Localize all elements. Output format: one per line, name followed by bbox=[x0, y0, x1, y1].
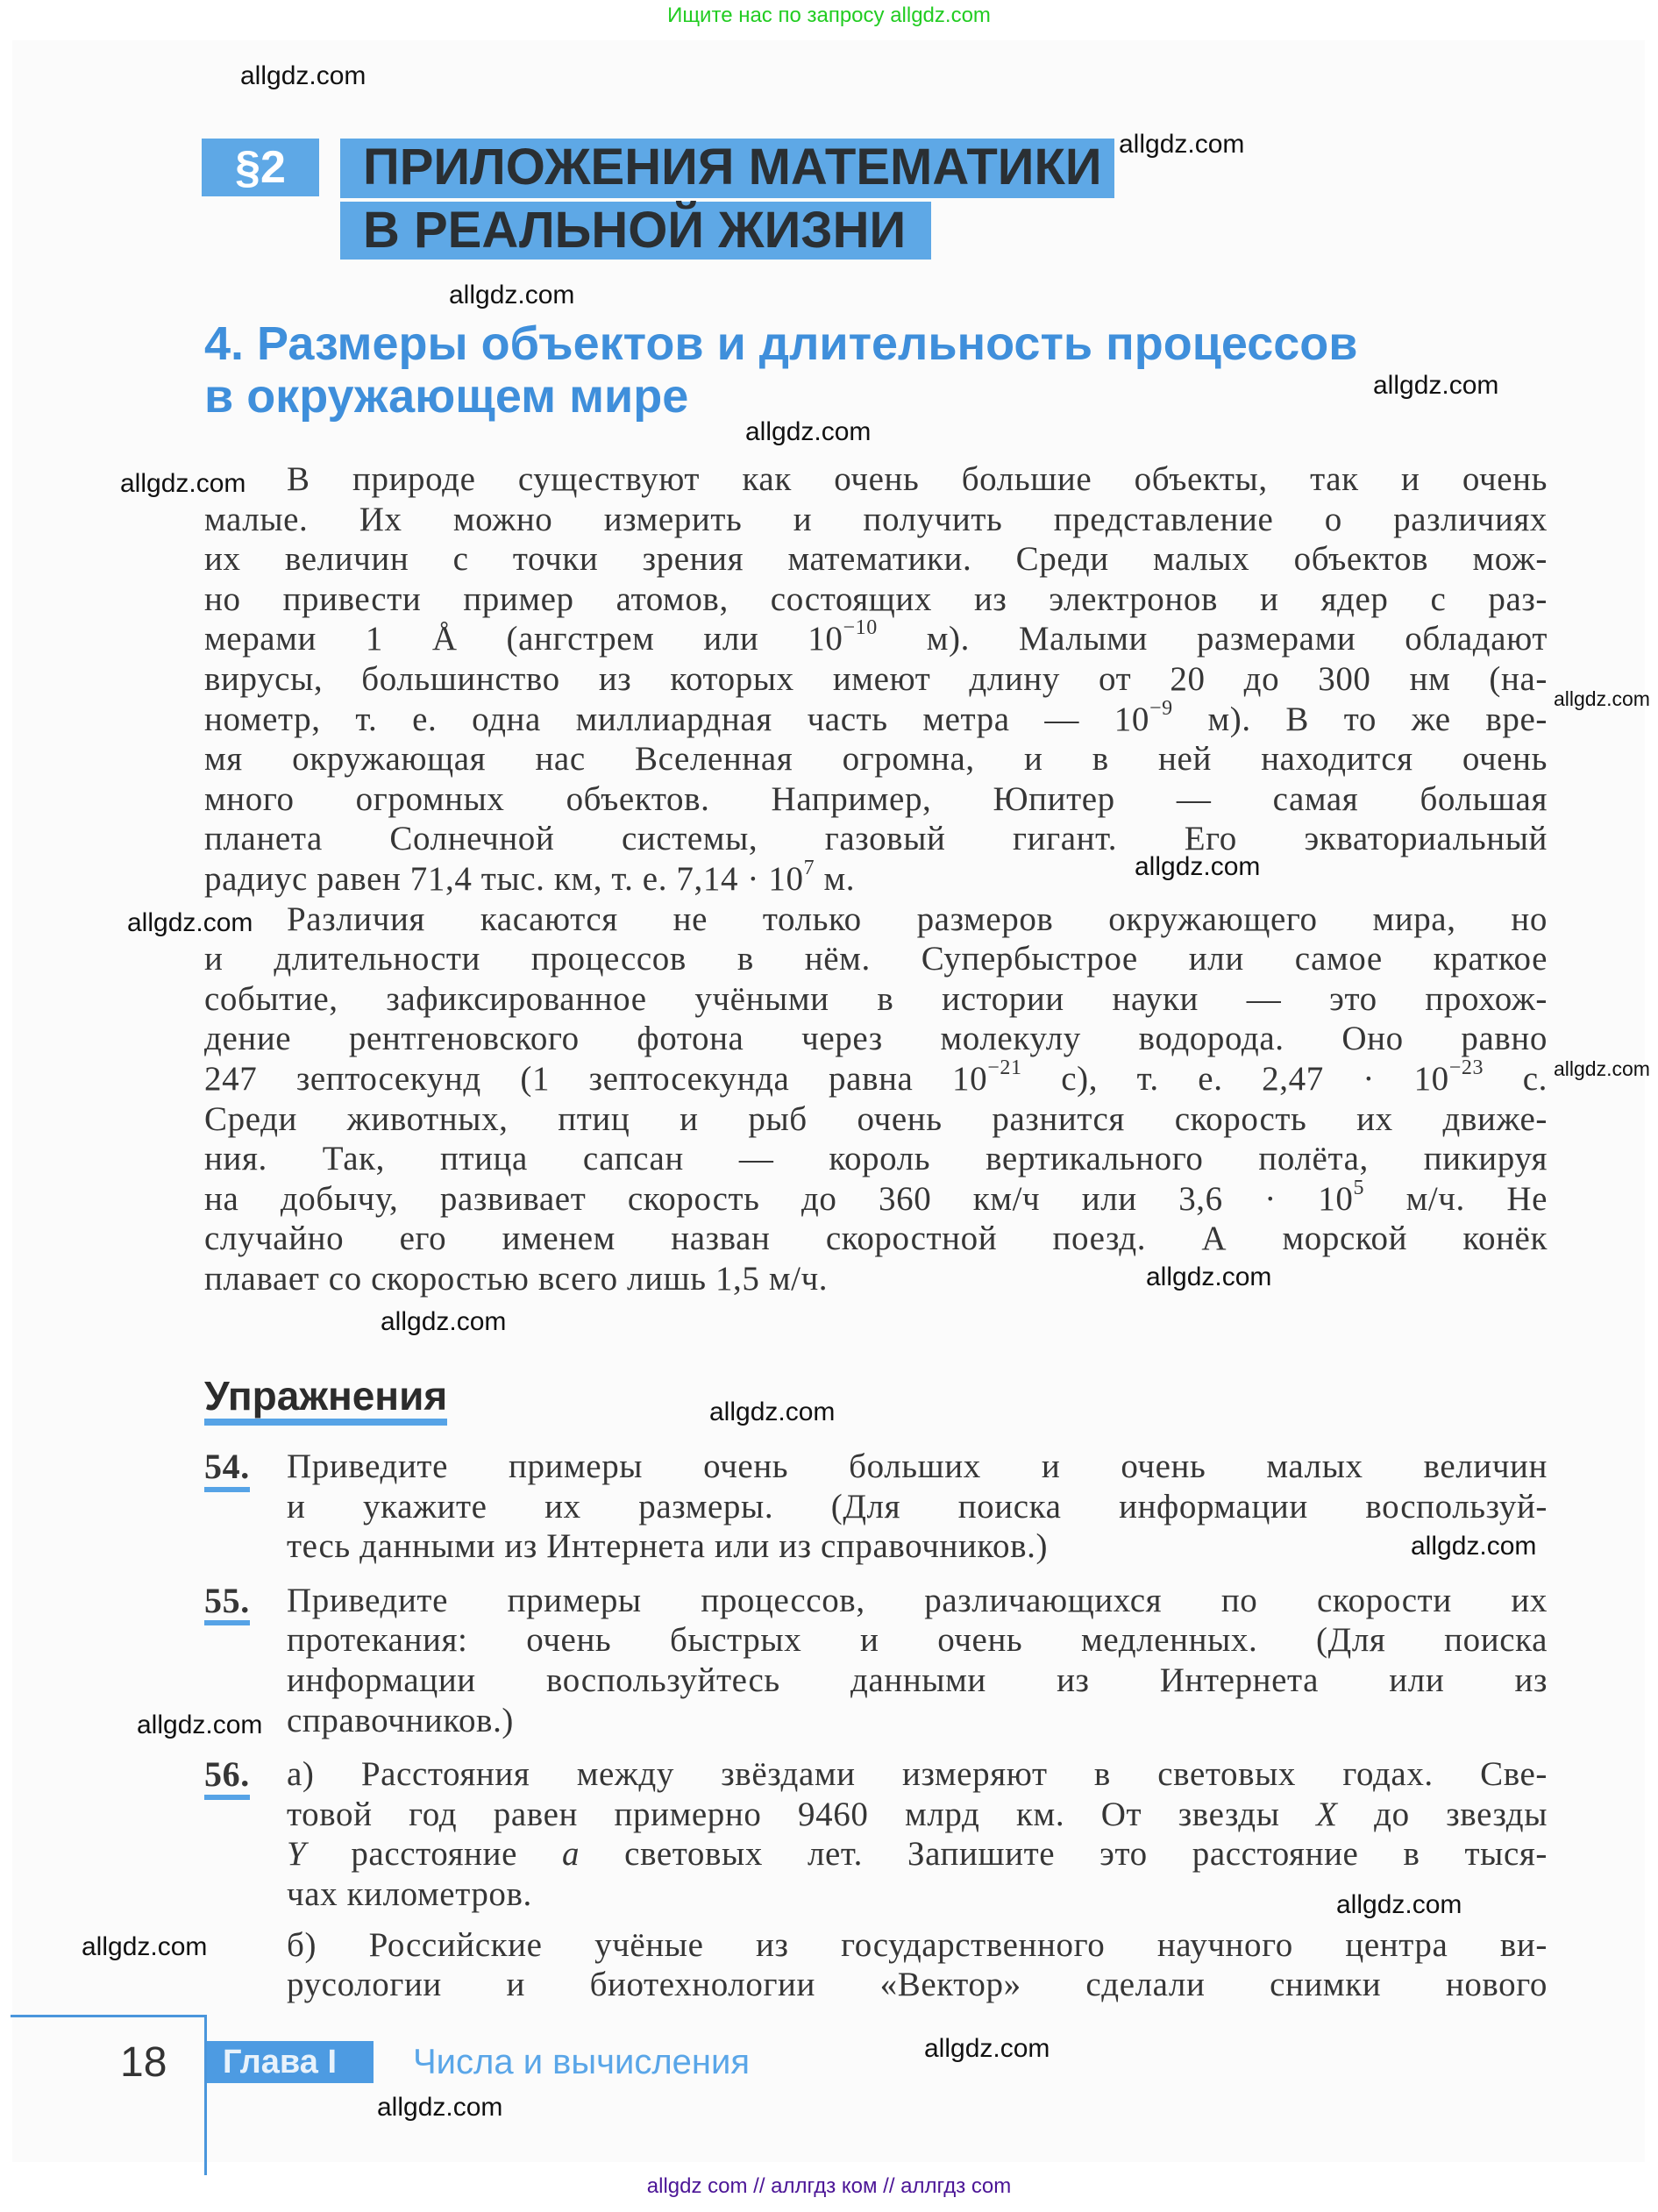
text-segment: тесь данными из Интернета или из справочников.) bbox=[287, 1527, 1049, 1566]
watermark: allgdz.com bbox=[127, 908, 253, 937]
watermark: allgdz.com bbox=[120, 469, 246, 498]
watermark: allgdz.com bbox=[1411, 1532, 1537, 1561]
text-segment: мя окружающая нас Вселенная огромна, и в ней находится очень bbox=[204, 740, 1548, 779]
text-segment: дение рентгеновского фотона через молекулу водорода. Оно равно bbox=[204, 1020, 1548, 1058]
section-title-line2: В РЕАЛЬНОЙ ЖИЗНИ bbox=[340, 202, 931, 260]
text-segment: случайно его именем назван скоростной поезд. А морской конёк bbox=[204, 1220, 1548, 1258]
text-line bbox=[204, 939, 1548, 979]
text-segment: м). В то же вре- bbox=[1172, 700, 1548, 738]
text-segment: товой год равен примерно 9460 млрд км. От звезды bbox=[287, 1795, 1317, 1833]
exponent: −21 bbox=[987, 1056, 1022, 1079]
text-segment: б) Российские учёные из государственного научного центра ви- bbox=[287, 1925, 1548, 1964]
text-line bbox=[287, 1661, 1548, 1701]
text-line bbox=[287, 1487, 1548, 1527]
text-line bbox=[287, 1526, 1548, 1567]
watermark: allgdz.com bbox=[1135, 852, 1261, 881]
text-line bbox=[204, 1099, 1548, 1140]
text-line bbox=[287, 1581, 1548, 1621]
text-line bbox=[204, 1176, 1548, 1220]
variable: a bbox=[562, 1835, 580, 1874]
text-segment: В природе существуют как очень большие объекты, так и очень bbox=[287, 460, 1548, 498]
watermark: allgdz.com bbox=[137, 1711, 263, 1739]
page-number: 18 bbox=[120, 2039, 167, 2086]
watermark: allgdz.com bbox=[381, 1307, 507, 1336]
exercises-heading: Упражнения bbox=[204, 1373, 447, 1426]
text-line bbox=[287, 1447, 1548, 1487]
topic-heading-line1: 4. Размеры объектов и длительность процессов bbox=[204, 317, 1358, 370]
text-segment: радиус равен 71,4 тыс. км, т. е. 7,14 · 10 bbox=[204, 859, 804, 898]
text-line bbox=[287, 1834, 1548, 1874]
text-line bbox=[287, 1795, 1548, 1835]
text-segment: с), т. е. 2,47 · 10 bbox=[1021, 1059, 1449, 1098]
page-number-frame bbox=[11, 2015, 207, 2175]
text-segment: 247 зептосекунд (1 зептосекунда равна 10 bbox=[204, 1059, 988, 1098]
text-segment: и длительности процессов в нём. Супербыстрое или самое краткое bbox=[204, 940, 1548, 978]
exercise-number: 54. bbox=[204, 1447, 250, 1492]
exercise-55 bbox=[204, 1581, 1548, 1740]
text-segment: Среди животных, птиц и рыб очень разнится скорость их движе- bbox=[204, 1099, 1548, 1138]
text-segment: планета Солнечной системы, газовый гигант. Его экваториальный bbox=[204, 820, 1548, 858]
watermark: allgdz.com bbox=[1146, 1262, 1272, 1291]
exponent: −9 bbox=[1149, 696, 1173, 720]
exponent: −10 bbox=[843, 616, 878, 640]
exercise-text bbox=[287, 1447, 1548, 1567]
exercise-56 bbox=[204, 1754, 1548, 2005]
main-paragraph bbox=[204, 459, 1548, 1298]
text-line bbox=[204, 1019, 1548, 1059]
text-segment: а) Расстояния между звёздами измеряют в световых годах. Све- bbox=[287, 1755, 1548, 1794]
text-line bbox=[287, 1701, 1548, 1741]
exercise-text bbox=[287, 1581, 1548, 1740]
variable: Y bbox=[287, 1835, 307, 1874]
text-segment: и укажите их размеры. (Для поиска информации воспользуй- bbox=[287, 1487, 1548, 1526]
text-segment: Приведите примеры процессов, различающихся по скорости их bbox=[287, 1581, 1548, 1619]
text-segment: вирусы, большинство из которых имеют длину от 20 до 300 нм (на- bbox=[204, 659, 1548, 698]
text-segment: информации воспользуйтесь данными из Интернета или из bbox=[287, 1661, 1548, 1699]
text-line bbox=[287, 1965, 1548, 2005]
variable: X bbox=[1316, 1795, 1338, 1833]
text-segment: расстояние bbox=[306, 1835, 563, 1874]
watermark: allgdz.com bbox=[449, 281, 575, 309]
text-segment: нометр, т. е. одна миллиардная часть метра — 10 bbox=[204, 700, 1149, 738]
text-line bbox=[204, 659, 1548, 700]
exponent: −23 bbox=[1448, 1056, 1484, 1079]
text-segment: на добычу, развивает скорость до 360 км/ч или 3,6 · 10 bbox=[204, 1179, 1354, 1218]
text-line bbox=[204, 616, 1548, 659]
text-line bbox=[204, 696, 1548, 740]
text-line bbox=[204, 1259, 1548, 1299]
text-line bbox=[204, 539, 1548, 580]
text-segment: мерами 1 Å (ангстрем или 10 bbox=[204, 620, 843, 658]
text-segment: м. bbox=[815, 859, 856, 898]
text-line bbox=[204, 500, 1548, 540]
watermark: allgdz.com bbox=[1373, 371, 1499, 400]
chapter-title: Числа и вычисления bbox=[413, 2043, 751, 2081]
chapter-badge: Глава I bbox=[207, 2041, 374, 2083]
bottom-banner: allgdz com // аллгдз ком // аллгдз com bbox=[646, 2174, 1012, 2198]
text-segment: событие, зафиксированное учёными в истории науки — это прохож- bbox=[204, 979, 1548, 1018]
text-line bbox=[204, 819, 1548, 859]
watermark: allgdz.com bbox=[924, 2034, 1050, 2063]
text-segment: малые. Их можно измерить и получить представление о различиях bbox=[204, 500, 1548, 538]
text-line bbox=[204, 459, 1548, 500]
text-line bbox=[204, 1219, 1548, 1259]
watermark: allgdz.com bbox=[377, 2093, 503, 2122]
topic-heading-line2: в окружающем мире bbox=[204, 370, 689, 423]
section-number-badge: §2 bbox=[202, 139, 319, 196]
text-line bbox=[204, 900, 1548, 940]
watermark: allgdz.com bbox=[1554, 1057, 1650, 1080]
text-segment: ния. Так, птица сапсан — король вертикального полёта, пикируя bbox=[204, 1140, 1548, 1178]
section-title-line1: ПРИЛОЖЕНИЯ МАТЕМАТИКИ bbox=[340, 139, 1114, 198]
text-segment: с. bbox=[1484, 1059, 1548, 1098]
text-line bbox=[204, 979, 1548, 1020]
text-segment: м/ч. Не bbox=[1364, 1179, 1548, 1218]
watermark: allgdz.com bbox=[240, 61, 366, 90]
exercise-number: 56. bbox=[204, 1754, 250, 1800]
text-line bbox=[204, 779, 1548, 820]
text-segment: протекания: очень быстрых и очень медленных. (Для поиска bbox=[287, 1621, 1548, 1660]
text-line bbox=[204, 856, 1548, 900]
text-line bbox=[204, 1139, 1548, 1179]
text-line bbox=[287, 1620, 1548, 1661]
watermark: allgdz.com bbox=[745, 417, 872, 446]
exponent: 7 bbox=[803, 856, 815, 879]
text-segment: чах километров. bbox=[287, 1874, 532, 1913]
top-banner: Ищите нас по запросу allgdz.com bbox=[667, 4, 991, 27]
exponent: 5 bbox=[1353, 1176, 1365, 1199]
text-segment: до звезды bbox=[1337, 1795, 1548, 1833]
exercise-number: 55. bbox=[204, 1581, 250, 1626]
watermark: allgdz.com bbox=[1554, 687, 1650, 710]
text-segment: световых лет. Запишите это расстояние в тыся- bbox=[580, 1835, 1548, 1874]
watermark: allgdz.com bbox=[82, 1932, 208, 1961]
text-line bbox=[287, 1754, 1548, 1795]
watermark: allgdz.com bbox=[1336, 1890, 1462, 1919]
exercises-list bbox=[204, 1447, 1548, 2019]
exercise-text bbox=[287, 1754, 1548, 2005]
text-segment: Различия касаются не только размеров окружающего мира, но bbox=[287, 900, 1548, 938]
text-segment: м). Малыми размерами обладают bbox=[877, 620, 1548, 658]
text-line bbox=[204, 739, 1548, 779]
text-line bbox=[204, 580, 1548, 620]
exercise-54 bbox=[204, 1447, 1548, 1567]
text-segment: но привести пример атомов, состоящих из электронов и ядер с раз- bbox=[204, 580, 1548, 618]
text-segment: справочников.) bbox=[287, 1701, 515, 1739]
text-line bbox=[287, 1925, 1548, 1966]
text-segment: русологии и биотехнологии «Вектор» сделали снимки нового bbox=[287, 1966, 1548, 2004]
watermark: allgdz.com bbox=[709, 1398, 836, 1426]
text-segment: их величин с точки зрения математики. Среди малых объектов мож- bbox=[204, 540, 1548, 579]
text-line bbox=[204, 1056, 1548, 1099]
watermark: allgdz.com bbox=[1119, 130, 1245, 159]
topic-heading bbox=[204, 317, 1555, 423]
text-segment: плавает со скоростью всего лишь 1,5 м/ч. bbox=[204, 1259, 829, 1298]
text-segment: Приведите примеры очень больших и очень малых величин bbox=[287, 1447, 1548, 1485]
text-segment: много огромных объектов. Например, Юпитер — самая большая bbox=[204, 779, 1548, 818]
